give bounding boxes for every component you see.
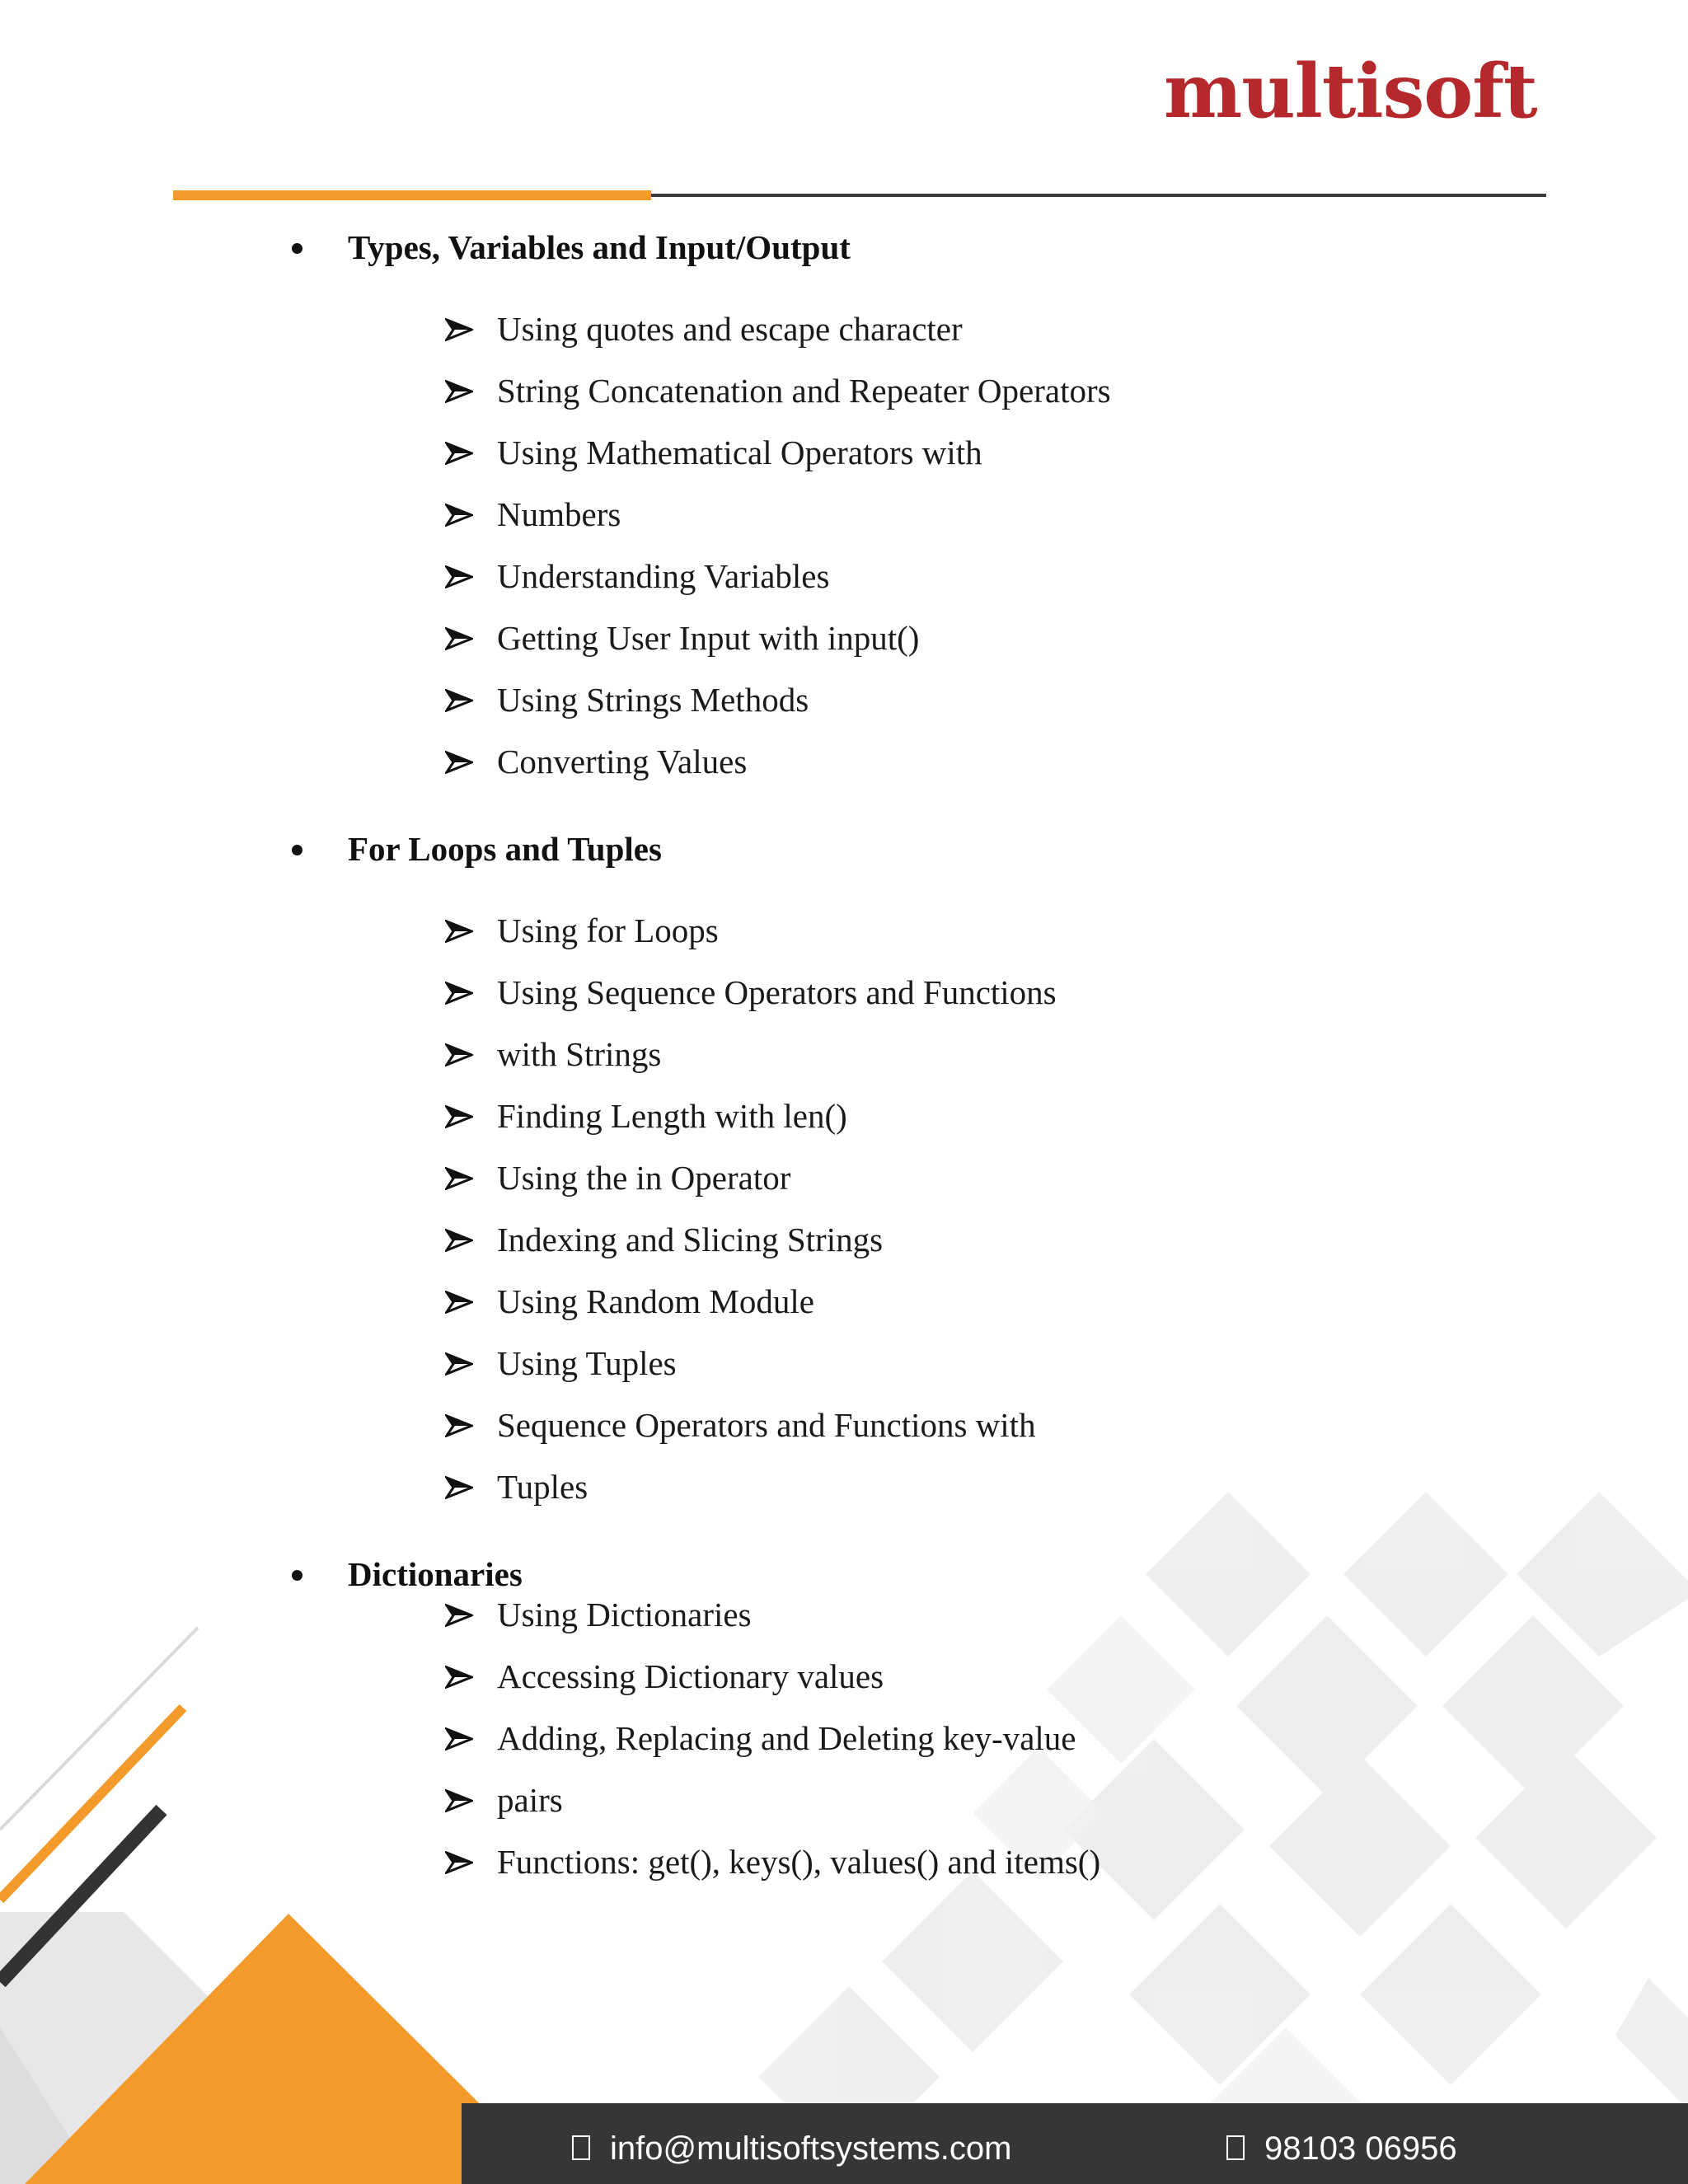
phone-text: 98103 06956 [1264,2130,1457,2167]
arrowhead-bullet-icon [445,1229,473,1252]
arrowhead-bullet-icon [445,1851,473,1874]
arrowhead-bullet-icon [445,504,473,527]
arrowhead-bullet-icon [445,1476,473,1499]
arrowhead-bullet-icon [445,689,473,712]
arrowhead-bullet-icon [445,1291,473,1314]
arrowhead-bullet-icon [445,1414,473,1437]
arrowhead-bullet-icon [445,1167,473,1190]
email-icon [572,2135,590,2160]
arrowhead-bullet-icon [445,982,473,1005]
arrowhead-bullet-icon [445,751,473,774]
arrowhead-bullet-icon [445,1727,473,1750]
bullet-icon [292,1570,302,1581]
email-text: info@multisoftsystems.com [610,2130,1012,2167]
footer-email[interactable] [572,2128,1011,2169]
arrowhead-bullet-icon [445,1604,473,1627]
arrowhead-bullet-icon [445,1043,473,1066]
arrowhead-bullet-icon [445,920,473,943]
arrowhead-bullet-icon [445,318,473,341]
phone-icon [1226,2135,1245,2160]
arrowhead-bullet-icon [445,565,473,588]
arrowhead-bullet-icon [445,1352,473,1376]
arrowhead-bullet-icon [445,1666,473,1689]
arrowhead-bullet-icon [445,380,473,403]
footer-phone[interactable] [1226,2128,1457,2169]
multisoft-logo: multisoft [1164,48,1537,135]
bullet-icon [292,845,302,855]
document-page: multisoft Types, Variables and Input/Output Using quotes and escape character String Concatenation and Repeater Operators Using Mathematical Operators with Numbers Understanding Variables Getting User Input with input() Using Strings Methods Converting Values For Loops and Tuples Using for Loops Using Sequence Operators and Functions with Strings Finding Length with len() Using the in Operator Indexing and Slicing Strings Using Random Module Using Tuples Sequence Operators and Functions with Tuples Dictionaries Using Dictionaries Accessing Dictionary values Adding, Replacing and Deleting key-value pairs Functions: get(), keys(), values() and items() info@multisoftsystems.com 98103 06956 [0,0,1688,2184]
bullet-icon [292,243,302,254]
header-accent-bar [173,190,651,200]
arrowhead-bullet-icon [445,442,473,465]
arrowhead-bullet-icon [445,1789,473,1812]
arrowhead-bullet-icon [445,1105,473,1128]
arrowhead-bullet-icon [445,627,473,650]
